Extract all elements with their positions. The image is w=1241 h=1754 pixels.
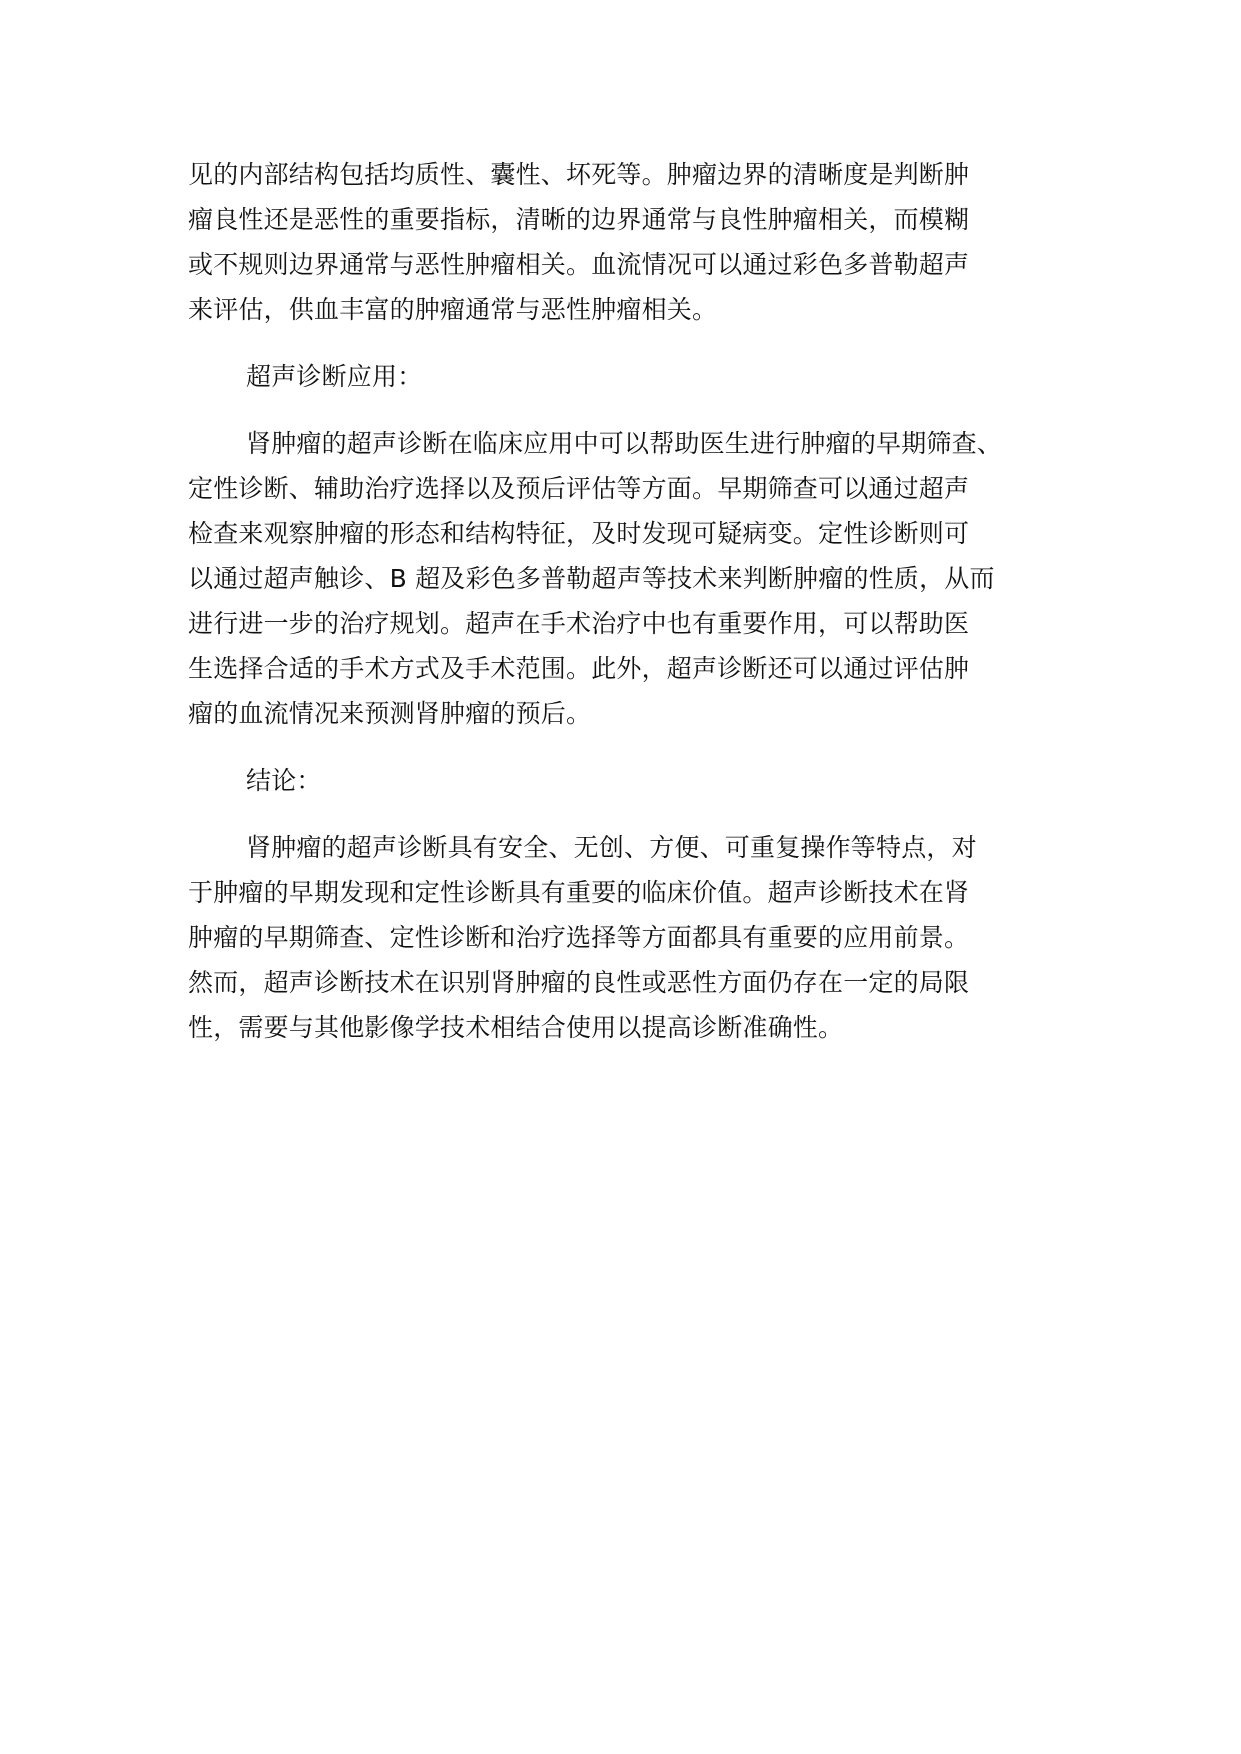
paragraph-line: 生选择合适的手术方式及手术范围。此外，超声诊断还可以通过评估肿 [188,654,970,683]
paragraph-line: 来评估，供血丰富的肿瘤通常与恶性肿瘤相关。 [188,295,718,324]
paragraph-line: 检查来观察肿瘤的形态和结构特征，及时发现可疑病变。定性诊断则可 [188,519,970,548]
paragraph-gap [188,803,1068,825]
paragraph-line: 以通过超声触诊、B 超及彩色多普勒超声等技术来判断肿瘤的性质，从而 [188,564,995,593]
paragraph-line: 瘤良性还是恶性的重要指标，清晰的边界通常与良性肿瘤相关，而模糊 [188,205,970,234]
paragraph-line: 见的内部结构包括均质性、囊性、坏死等。肿瘤边界的清晰度是判断肿 [188,160,970,189]
paragraph-line: 于肿瘤的早期发现和定性诊断具有重要的临床价值。超声诊断技术在肾 [188,878,970,907]
paragraph-line: 性，需要与其他影像学技术相结合使用以提高诊断准确性。 [188,1013,844,1042]
section-heading-application: 超声诊断应用： [246,362,423,391]
paragraph-application [188,421,1068,736]
document-body [188,152,1068,1050]
paragraph-line: 定性诊断、辅助治疗选择以及预后评估等方面。早期筛查可以通过超声 [188,474,970,503]
paragraph-gap [188,332,1068,354]
paragraph-tumor-features [188,152,1068,332]
paragraph-conclusion [188,825,1068,1050]
paragraph-gap [188,399,1068,421]
paragraph-line: 或不规则边界通常与恶性肿瘤相关。血流情况可以通过彩色多普勒超声 [188,250,970,279]
paragraph-line: 肿瘤的早期筛查、定性诊断和治疗选择等方面都具有重要的应用前景。 [188,923,970,952]
paragraph-gap [188,736,1068,758]
paragraph-line: 瘤的血流情况来预测肾肿瘤的预后。 [188,699,592,728]
paragraph-line: 然而，超声诊断技术在识别肾肿瘤的良性或恶性方面仍存在一定的局限 [188,968,970,997]
section-heading-conclusion: 结论： [246,766,322,795]
paragraph-line: 进行进一步的治疗规划。超声在手术治疗中也有重要作用，可以帮助医 [188,609,970,638]
paragraph-line: 肾肿瘤的超声诊断具有安全、无创、方便、可重复操作等特点，对 [246,833,977,862]
paragraph-line: 肾肿瘤的超声诊断在临床应用中可以帮助医生进行肿瘤的早期筛查、 [246,429,1003,458]
